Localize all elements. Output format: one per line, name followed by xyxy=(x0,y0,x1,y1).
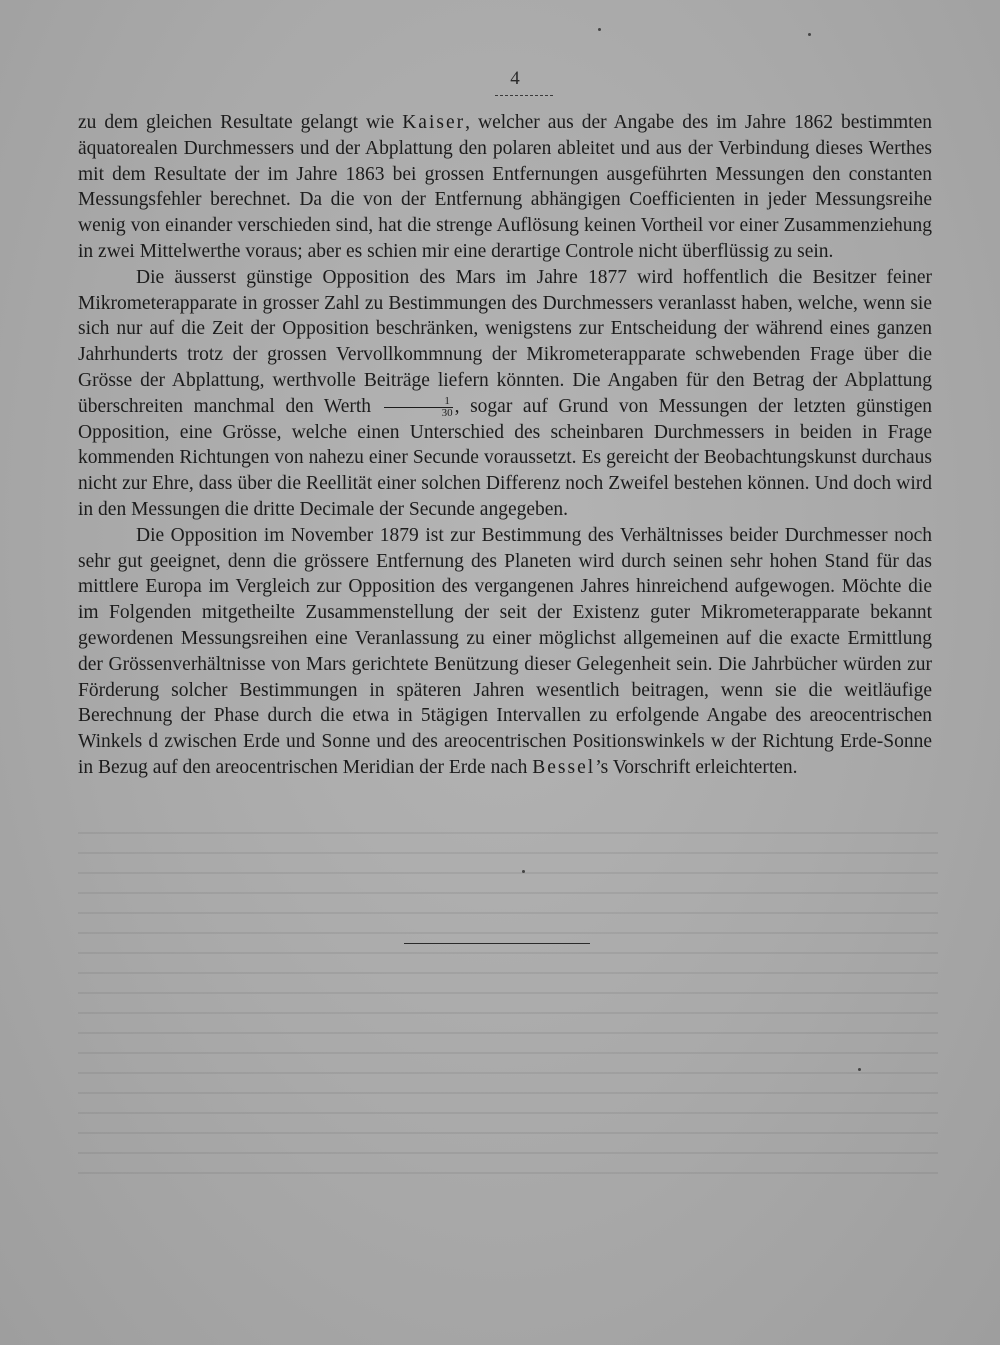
text-run: , sogar auf Grund von Messungen der letzten günstigen Opposition, eine Grösse, welche einen Unterschied des scheinbaren Durchmessers in beiden in Frage kommenden Richtungen von nahezu einer Secunde voraussetzt. Es gereicht der Beobachtungskunst durchaus nicht zur Ehre, dass über die Reellität einer solchen Differenz noch Zweifel bestehen können. Und doch wird in den Messungen die dritte Decimale der Secunde angegeben. xyxy=(78,395,932,520)
page-number: 4 xyxy=(510,68,520,89)
text-run: zu dem gleichen Resultate gelangt wie xyxy=(78,112,403,133)
end-rule xyxy=(404,943,590,944)
text-run: Die Opposition im November 1879 ist zur Bestimmung des Verhältnisses beider Durchmesser noch sehr gut geeignet, denn die grössere Entfernung des Planeten wird durch seinen sehr hohen Stand für das mittlere Europa im Vergleich zur Opposition des vergangenen Jahres hinreichend aufgewogen. Möchte die im Folgenden mitgetheilte Zusammenstellung der seit der Existenz guter Mikrometerapparate bekannt gewordenen Messungsreihen eine Veranlassung zu einer möglichst allgemeinen auf die exacte Ermittlung der Grössenverhältnisse von Mars gerichtete Benützung dieser Gelegenheit sein. Die Jahrbücher würden zur Förderung solcher Bestimmungen in späteren Jahren wesentlich beitragen, wenn sie die weitläufige Berechnung der Phase durch die etwa in 5tägigen Intervallen zu erfolgende Angabe des areocentrischen Winkels d zwischen Erde und Sonne und des areocentrischen Positionswinkels w der Richtung Erde-Sonne in Bezug auf den areocentrischen Meridian der Erde nach xyxy=(78,524,932,778)
spaced-name: Kaiser xyxy=(402,112,466,133)
body-text xyxy=(78,110,932,781)
fraction-denominator: 30 xyxy=(441,406,453,419)
spaced-name: Bessel xyxy=(532,756,596,778)
page-number-ornament xyxy=(495,92,553,96)
fraction-numerator: 1 xyxy=(384,396,453,408)
text-run: Die äusserst günstige Opposition des Mars im Jahre 1877 wird hoffentlich die Besitzer feiner Mikrometerapparate in grosser Zahl zu Bestimmungen des Durchmessers veranlasst haben, welche, wenn sie sich nur auf die Zeit der Opposition beschränken, wenigstens zur Entscheidung der während eines ganzen Jahrhunderts trotz der grossen Vervollkommnung der Mikrometerapparate schwebenden Frage über die Grösse der Abplattung, werthvolle Beiträge liefern könnten. Die Angaben für den Betrag der Abplattung überschreiten manchmal den Werth xyxy=(78,266,932,417)
text-run: ’s Vorschrift erleichterten. xyxy=(595,756,798,778)
paper-speck xyxy=(808,33,811,36)
paragraph xyxy=(78,110,932,265)
paper-speck xyxy=(598,28,601,31)
paragraph xyxy=(78,265,932,523)
paper-speck xyxy=(858,1068,861,1071)
text-run: , welcher aus der Angabe des im Jahre 1862 bestimmten äquatorealen Durchmessers und der Abplattung den polaren ableitet und aus der Verbindung dieses Werthes mit dem Resultate der im Jahre 1863 bei grossen Entfernungen ausgeführten Messungen den constanten Messungsfehler berechnet. Da die von der Entfernung abhängigen Coefficienten in jeder Messungsreihe wenig von einander verschieden sind, hat die strenge Auflösung keinen Vortheil vor einer Zusammenziehung in zwei Mittelwerthe voraus; aber es schien mir eine derartige Controle nicht überflüssig zu sein. xyxy=(78,112,932,262)
page-number-container xyxy=(0,68,1000,90)
paper-speck xyxy=(522,870,525,873)
paragraph xyxy=(78,523,932,781)
bleed-through-texture xyxy=(78,818,938,1188)
fraction xyxy=(384,396,453,419)
